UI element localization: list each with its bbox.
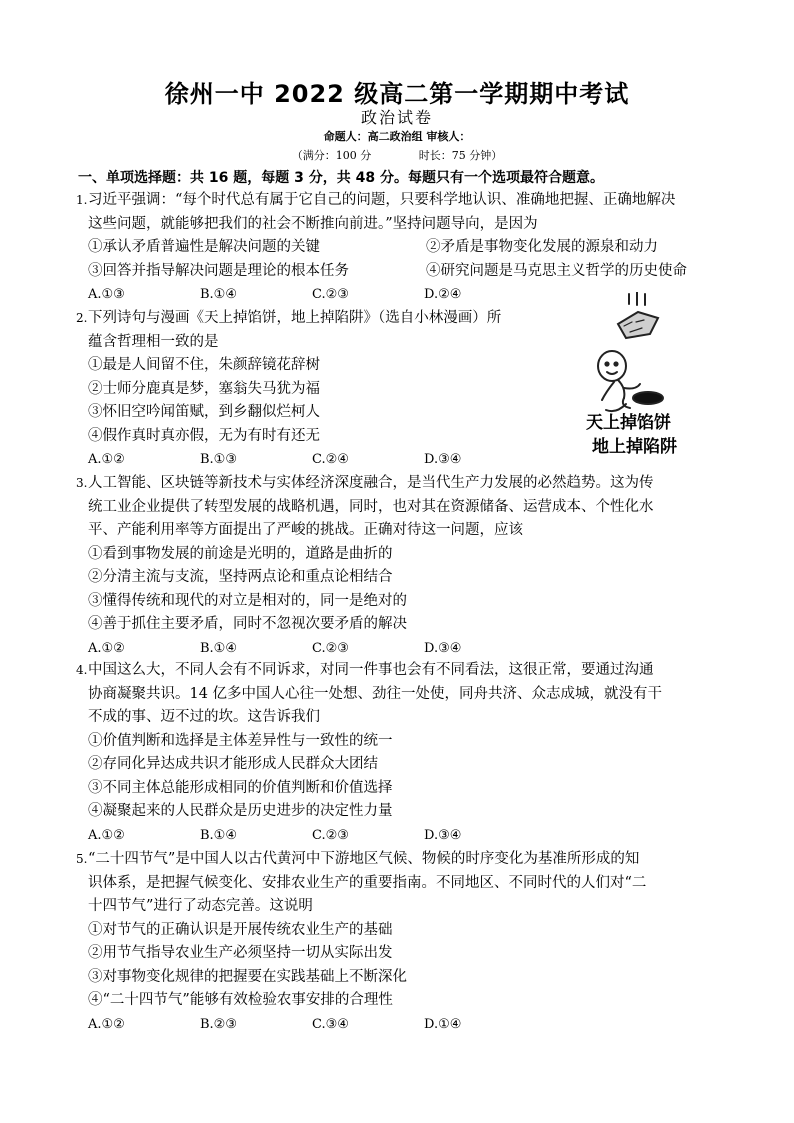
choice-b: B.①④ — [200, 287, 237, 302]
choice-a: A.①② — [88, 452, 125, 467]
question-2 — [76, 307, 576, 472]
exam-title: 徐州一中 2022 级高二第一学期期中考试 — [164, 80, 630, 108]
answer-choices — [76, 1013, 726, 1037]
choice-b: B.①④ — [200, 827, 237, 843]
option-2: ②士师分鹿真是梦，塞翁失马犹为福 — [88, 380, 320, 397]
section-heading: 一、单项选择题：共 16 题，每题 3 分，共 48 分。每题只有一个选项最符合题意。 — [78, 170, 604, 186]
duration: 时长：75 分钟） — [418, 149, 503, 162]
option-1: ①最是人间留不住，朱颜辞镜花辞树 — [88, 357, 320, 373]
question-1 — [76, 189, 726, 307]
question-stem-cont: 识体系，是把握气候变化、安排农业生产的重要指南。不同地区、不同时代的人们对“二 — [88, 874, 647, 891]
choice-c: C.②③ — [312, 640, 349, 656]
question-stem-cont: 十四节气”进行了动态完善。这说明 — [88, 898, 313, 914]
cartoon-illustration — [580, 292, 720, 462]
question-stem-cont: 统工业企业提供了转型发展的战略机遇，同时，也对其在资源储备、运营成本、个性化水 — [88, 498, 654, 515]
question-5 — [76, 848, 726, 1036]
option-3: ③怀旧空吟闻笛赋，到乡翻似烂柯人 — [88, 404, 320, 420]
choice-c: C.②③ — [312, 827, 349, 843]
answer-choices — [76, 448, 576, 472]
answer-choices — [76, 637, 726, 661]
option-4: ④凝聚起来的人民群众是历史进步的决定性力量 — [88, 803, 393, 819]
question-stem: 3.人工智能、区块链等新技术与实体经济深度融合，是当代生产力发展的必然趋势。这为传 — [76, 475, 654, 491]
choice-c: C.②④ — [312, 452, 349, 467]
exam-meta — [0, 147, 794, 163]
option-2: ②用节气指导农业生产必须坚持一切从实际出发 — [88, 945, 393, 961]
option-4: ④研究问题是马克思主义哲学的历史使命 — [426, 262, 687, 279]
option-4: ④“二十四节气”能够有效检验农事安排的合理性 — [88, 992, 393, 1008]
question-3 — [76, 472, 726, 660]
question-stem: 5.“二十四节气”是中国人以古代黄河中下游地区气候、物候的时序变化为基准所形成的知 — [76, 851, 640, 867]
answer-choices — [76, 824, 726, 848]
choice-a: A.①② — [88, 827, 125, 843]
option-2: ②分清主流与支流，坚持两点论和重点论相结合 — [88, 569, 393, 585]
option-3: ③回答并指导解决问题是理论的根本任务 — [88, 262, 349, 279]
exam-subtitle: 政治试卷 — [360, 108, 433, 127]
choice-b: B.①③ — [200, 452, 237, 467]
option-1: ①看到事物发展的前途是光明的，道路是曲折的 — [88, 545, 393, 562]
choice-a: A.①② — [88, 640, 125, 656]
full-score: （满分：100 分 — [291, 149, 372, 162]
question-stem: 4.中国这么大，不同人会有不同诉求，对同一件事也会有不同看法，这很正常，要通过沟通 — [76, 662, 654, 678]
question-4 — [76, 659, 726, 847]
question-stem: 1.习近平强调：“每个时代总有属于它自己的问题，只要科学地认识、准确地把握、正确地解决 — [76, 192, 676, 208]
choice-d: D.③④ — [424, 452, 462, 467]
option-1: ①承认矛盾普遍性是解决问题的关键 — [88, 239, 320, 255]
option-4: ④假作真时真亦假，无为有时有还无 — [88, 427, 320, 444]
cartoon-drawing — [580, 292, 720, 462]
option-4: ④善于抓住主要矛盾，同时不忽视次要矛盾的解决 — [88, 616, 407, 632]
option-3: ③对事物变化规律的把握要在实践基础上不断深化 — [88, 968, 407, 985]
choice-c: C.③④ — [312, 1016, 349, 1032]
cartoon-caption-2: 地上掉陷阱 — [592, 437, 677, 457]
choice-b: B.②③ — [200, 1016, 237, 1032]
option-2: ②存同化异达成共识才能形成人民群众大团结 — [88, 756, 378, 772]
question-stem-cont: 蕴含哲理相一致的是 — [88, 333, 219, 350]
question-stem: 2.下列诗句与漫画《天上掉馅饼，地上掉陷阱》（选自小林漫画）所 — [76, 310, 502, 326]
question-stem-cont: 不成的事、迈不过的坎。这告诉我们 — [88, 709, 320, 725]
choice-d: D.①④ — [424, 1016, 462, 1032]
option-3: ③懂得传统和现代的对立是相对的，同一是绝对的 — [88, 592, 407, 609]
choice-d: D.③④ — [424, 640, 462, 656]
option-1: ①对节气的正确认识是开展传统农业生产的基础 — [88, 921, 393, 938]
choice-d: D.③④ — [424, 827, 462, 843]
choice-c: C.②③ — [312, 287, 349, 302]
option-2: ②矛盾是事物变化发展的源泉和动力 — [426, 239, 658, 255]
choice-b: B.①④ — [200, 640, 237, 656]
choice-d: D.②④ — [424, 287, 462, 302]
option-3: ③不同主体总能形成相同的价值判断和价值选择 — [88, 779, 393, 796]
question-stem-cont: 平、产能利用率等方面提出了严峻的挑战。正确对待这一问题，应该 — [88, 522, 523, 538]
choice-a: A.①② — [88, 1016, 125, 1032]
question-stem-cont: 这些问题，就能够把我们的社会不断推向前进。”坚持问题导向，是因为 — [88, 215, 538, 232]
choice-a: A.①③ — [88, 287, 125, 302]
cartoon-caption-1: 天上掉馅饼 — [586, 413, 671, 433]
option-1: ①价值判断和选择是主体差异性与一致性的统一 — [88, 732, 393, 749]
authors-line: 命题人：高二政治组 审核人： — [323, 130, 471, 143]
question-stem-cont: 协商凝聚共识。14 亿多中国人心往一处想、劲往一处使，同舟共济、众志成城，就没有干 — [88, 685, 663, 702]
